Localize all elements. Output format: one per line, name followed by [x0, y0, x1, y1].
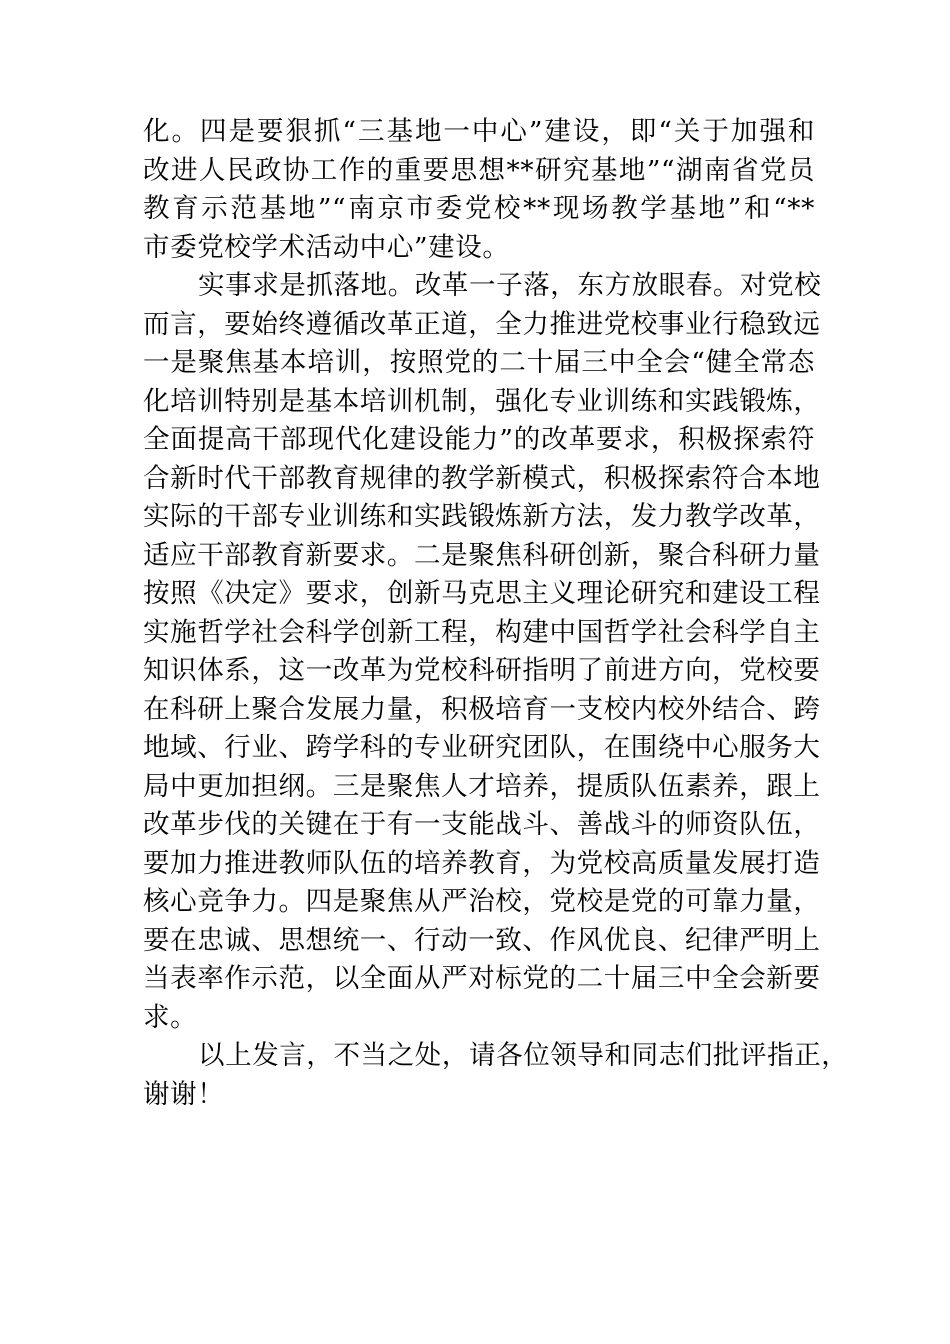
- text-line: 局中更加担纲。三是聚焦人才培养，提质队伍素养，跟上: [143, 770, 821, 802]
- text-line: 一是聚焦基本培训，按照党的二十届三中全会“健全常态: [143, 347, 815, 378]
- text-line: 在科研上聚合发展力量，积极培育一支校内校外结合、跨: [143, 693, 821, 725]
- text-line: 知识体系，这一改革为党校科研指明了前进方向，党校要: [143, 655, 821, 686]
- paragraph-closing-remarks: [143, 1037, 849, 1114]
- text-line: 教育示范基地”“南京市委党校**现场教学基地”和“**: [143, 193, 815, 224]
- text-line: 核心竞争力。四是聚焦从严治校，党校是党的可靠力量，: [143, 886, 821, 917]
- text-line: 谢谢！: [143, 1078, 225, 1110]
- text-line: 适应干部教育新要求。二是聚焦科研创新，聚合科研力量: [143, 539, 821, 571]
- text-line: 化培训特别是基本培训机制，强化专业训练和实践锻炼，: [143, 385, 821, 417]
- text-line: 要在忠诚、思想统一、行动一致、作风优良、纪律严明上: [143, 924, 821, 956]
- text-line: 市委党校学术活动中心”建设。: [143, 231, 510, 263]
- text-line: 合新时代干部教育规律的教学新模式，积极探索符合本地: [143, 462, 821, 494]
- text-line: 地域、行业、跨学科的专业研究团队，在围绕中心服务大: [143, 732, 821, 763]
- document-body: [143, 113, 849, 1114]
- text-line: 求。: [143, 1001, 198, 1033]
- text-line: 改革步伐的关键在于有一支能战斗、善战斗的师资队伍，: [143, 809, 821, 840]
- text-line: 实际的干部专业训练和实践锻炼新方法，发力教学改革，: [143, 501, 821, 532]
- text-line: 改进人民政协工作的重要思想**研究基地”“湖南省党员: [143, 154, 815, 186]
- text-line: 要加力推进教师队伍的培养教育，为党校高质量发展打造: [143, 847, 821, 879]
- text-line: 实施哲学社会科学创新工程，构建中国哲学社会科学自主: [143, 616, 821, 648]
- paragraph-reform-implementation: [143, 267, 822, 1037]
- text-line: 全面提高干部现代化建设能力”的改革要求，积极探索符: [143, 424, 815, 455]
- text-line: 实事求是抓落地。改革一子落，东方放眼春。对党校: [198, 270, 822, 301]
- text-line: 以上发言，不当之处，请各位领导和同志们批评指正，: [198, 1040, 849, 1071]
- text-line: 当表率作示范，以全面从严对标党的二十届三中全会新要: [143, 963, 821, 994]
- text-line: 化。四是要狠抓“三基地一中心”建设，即“关于加强和: [143, 116, 815, 147]
- text-line: 按照《决定》要求，创新马克思主义理论研究和建设工程: [143, 578, 821, 609]
- text-line: 而言，要始终遵循改革正道，全力推进党校事业行稳致远: [143, 308, 821, 340]
- paragraph-base-construction: [143, 113, 815, 267]
